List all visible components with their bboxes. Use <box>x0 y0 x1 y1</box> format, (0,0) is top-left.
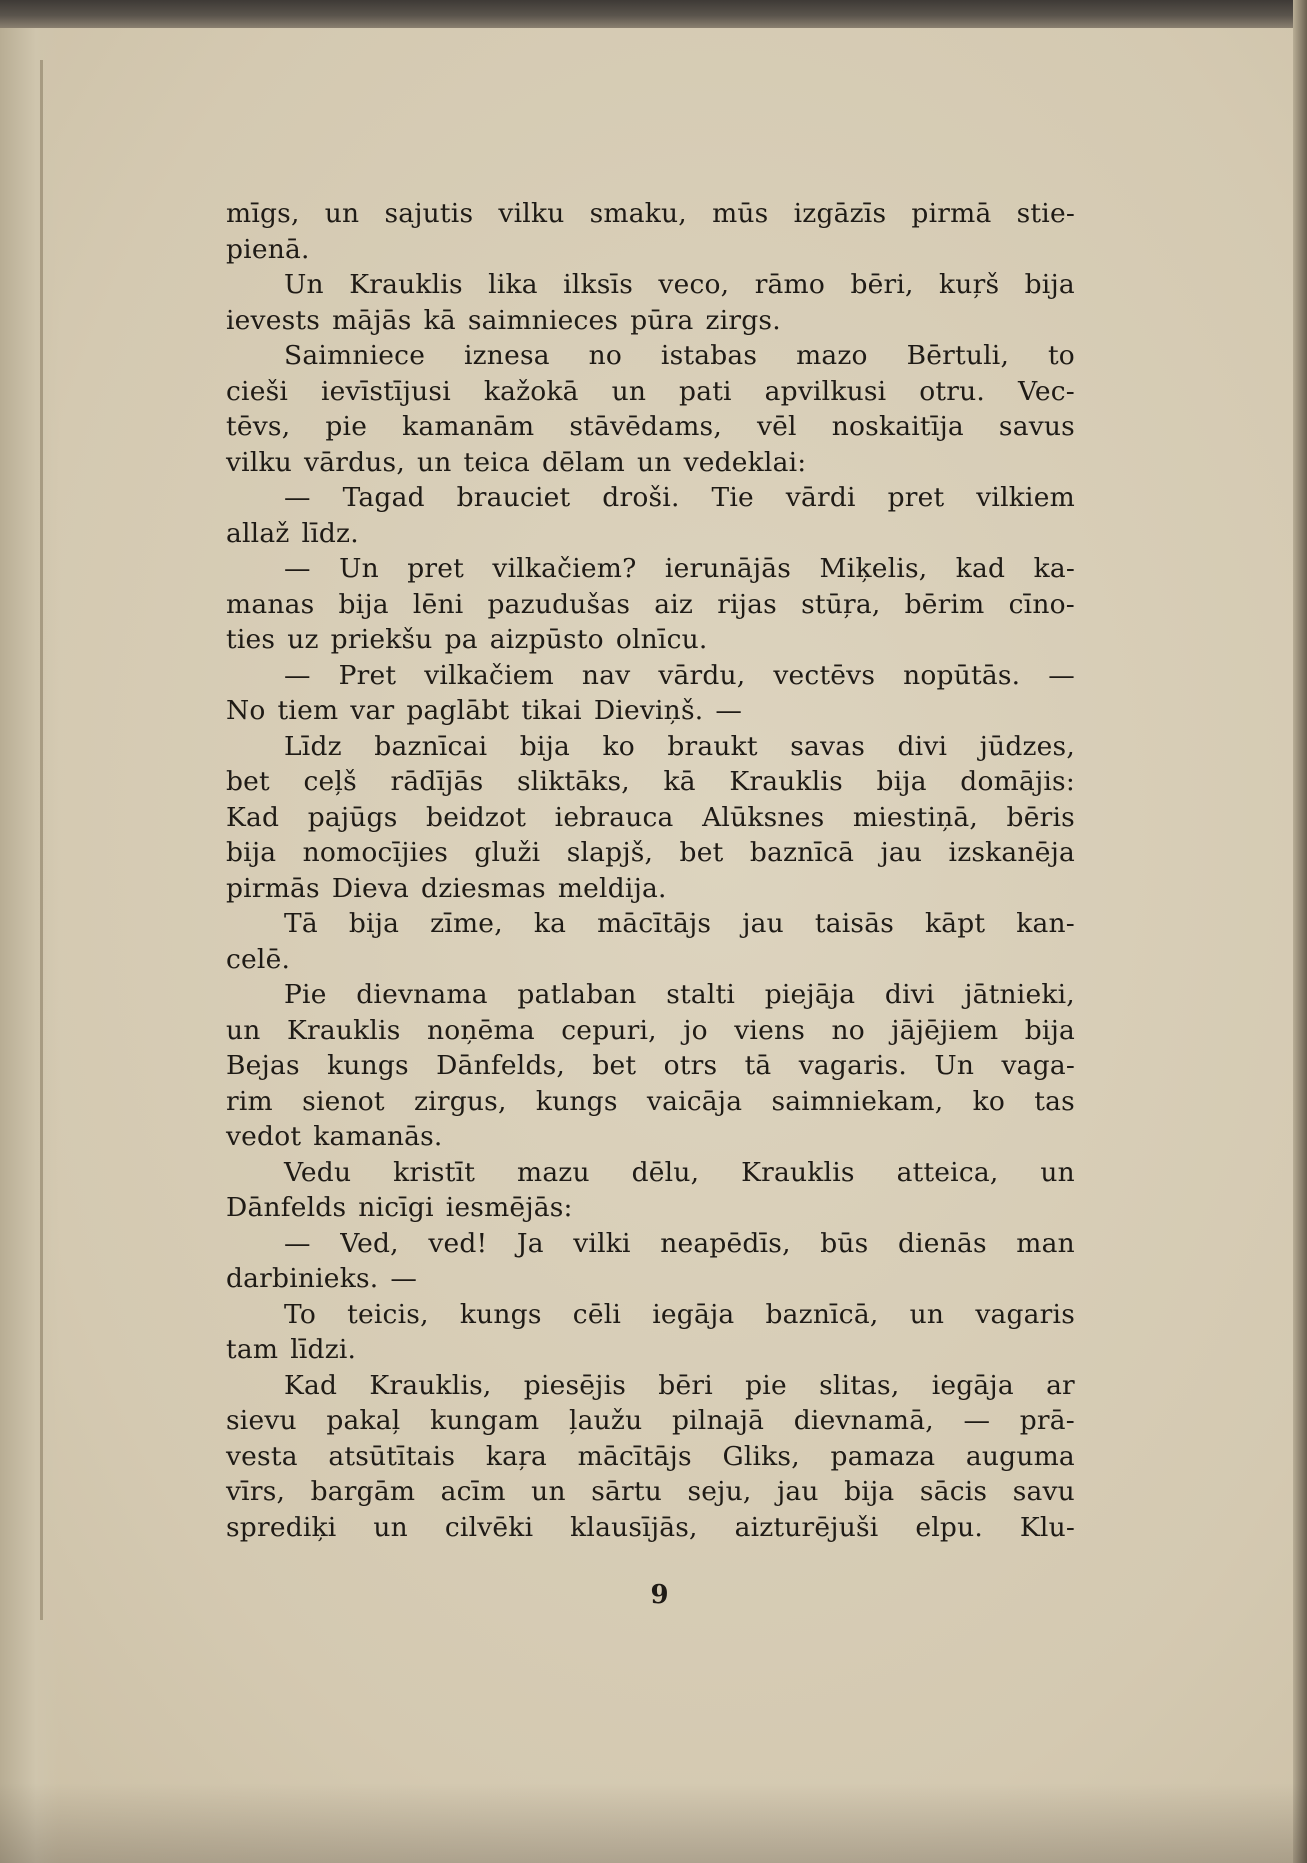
text-line: Kad pajūgs beidzot iebrauca Alūksnes miestiņā, bēris <box>226 801 1075 833</box>
text-line: rim sienot zirgus, kungs vaicāja saimniekam, ko tas <box>226 1085 1075 1117</box>
text-line: tēvs, pie kamanām stāvēdams, vēl noskaitīja savus <box>226 411 1075 442</box>
text-line: Kad Krauklis, piesējis bēri pie slitas, iegāja ar <box>284 1369 1075 1401</box>
text-line: vīrs, bargām acīm un sārtu seju, jau bija sācis savu <box>226 1476 1075 1507</box>
text-line: mīgs, un sajutis vilku smaku, mūs izgāzīs pirmā stie- <box>226 198 1075 229</box>
text-line: darbinieks. — <box>226 1263 418 1294</box>
text-line: — Un pret vilkačiem? ierunājās Miķelis, kad ka- <box>284 553 1075 584</box>
text-line: ievests mājās kā saimnieces pūra zirgs. <box>226 304 781 336</box>
text-line: celē. <box>226 943 291 975</box>
text-line: Līdz baznīcai bija ko braukt savas divi jūdzes, <box>284 730 1075 762</box>
text-line: pienā. <box>226 233 310 265</box>
text-line: Saimniece iznesa no istabas mazo Bērtuli, to <box>284 340 1075 371</box>
page-top-edge <box>0 0 1307 28</box>
text-line: No tiem var paglābt tikai Dieviņš. — <box>226 695 743 726</box>
text-line: — Pret vilkačiem nav vārdu, vectēvs nopūtās. — <box>284 659 1075 691</box>
text-line: sprediķi un cilvēki klausījās, aizturējuši elpu. Klu- <box>226 1511 1075 1543</box>
text-line: allaž līdz. <box>226 517 359 549</box>
text-line: sievu pakaļ kungam ļaužu pilnajā dievnamā, — prā- <box>226 1405 1075 1436</box>
text-line: manas bija lēni pazudušas aiz rijas stūŗa, bērim cīno- <box>226 588 1075 620</box>
text-line: vedot kamanās. <box>226 1121 443 1152</box>
text-line: pirmās Dieva dziesmas meldija. <box>226 872 667 904</box>
text-line: — Ved, ved! Ja vilki neapēdīs, būs dienās man <box>284 1227 1075 1259</box>
text-line: Dānfelds nicīgi iesmējās: <box>226 1192 573 1223</box>
text-line: vilku vārdus, un teica dēlam un vedeklai: <box>226 446 807 478</box>
text-line: vesta atsūtītais kaŗa mācītājs Gliks, pamaza auguma <box>226 1440 1075 1472</box>
page-number: 9 <box>650 1580 669 1610</box>
text-line: tam līdzi. <box>226 1334 357 1365</box>
text-line: bija nomocījies gluži slapjš, bet baznīcā jau izskanēja <box>226 837 1075 868</box>
text-line: bet ceļš rādījās sliktāks, kā Krauklis bija domājis: <box>226 766 1075 797</box>
binding-shadow-line <box>40 60 43 1620</box>
text-line: ties uz priekšu pa aizpūsto olnīcu. <box>226 624 708 655</box>
text-line: Vedu kristīt mazu dēlu, Krauklis atteica, un <box>284 1156 1075 1188</box>
text-line: Pie dievnama patlaban stalti piejāja divi jātnieki, <box>284 979 1075 1010</box>
text-line: To teicis, kungs cēli iegāja baznīcā, un vagaris <box>284 1298 1075 1330</box>
text-line: Bejas kungs Dānfelds, bet otrs tā vagaris. Un vaga- <box>226 1050 1075 1081</box>
body-text <box>226 196 1075 1545</box>
text-line: Tā bija zīme, ka mācītājs jau taisās kāpt kan- <box>284 908 1075 939</box>
text-line: — Tagad brauciet droši. Tie vārdi pret vilkiem <box>284 482 1075 513</box>
text-line: Un Krauklis lika ilksīs veco, rāmo bēri, kuŗš bija <box>284 269 1075 300</box>
text-line: un Krauklis noņēma cepuri, jo viens no jājējiem bija <box>226 1014 1075 1046</box>
page-bottom-shade <box>0 1783 1307 1863</box>
text-line: cieši ievīstījusi kažokā un pati apvilkusi otru. Vec- <box>226 375 1075 407</box>
